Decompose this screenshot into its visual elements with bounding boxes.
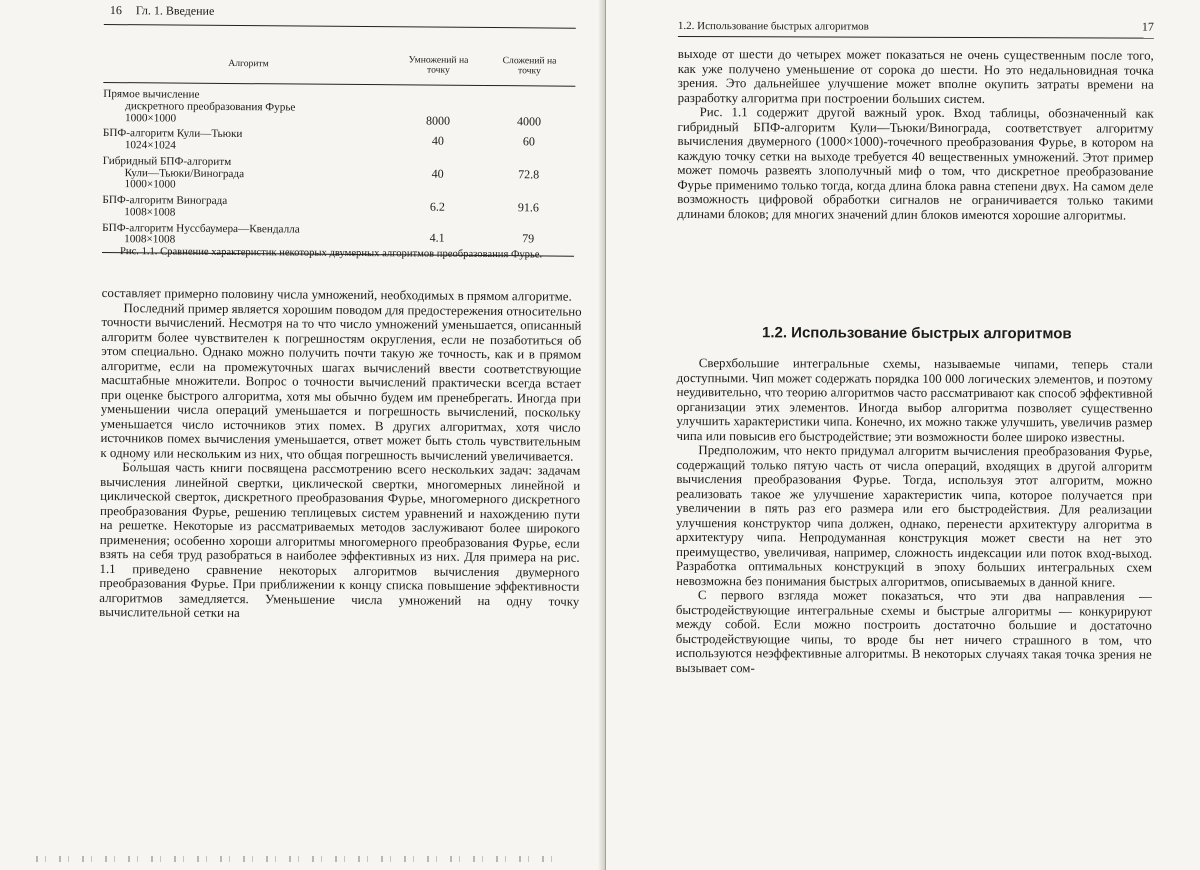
row-additions: 4000 <box>517 113 542 129</box>
row-algorithm-name: БПФ-алгоритм Винограда <box>102 193 228 207</box>
right-paragraph-3: Сверхбольшие интегральные схемы, называемые чипами, теперь стали доступными. Чип может содержать порядка 100 000 логических элементов, и поэтому неудивительно, что теорию алгоритмов часто рассматривают как способ эффективной организации этих элементов. Иногда выбор алгоритма позволяет существенно улучшить характеристики чипа. Конечно, их можно также улучшить, увеличив размер чипа или повысив его быстродействие; эти возможности более широко известны. <box>676 356 1153 445</box>
section-heading: 1.2. Использование быстрых алгоритмов <box>761 324 1072 343</box>
row-additions: 72.8 <box>518 167 540 182</box>
row-algorithm-name: БПФ-алгоритм Нуссбаумера—Квендалла <box>102 221 300 236</box>
scan-noise <box>36 856 556 862</box>
left-paragraph-3: Бо́льшая часть книги посвящена рассмотрению всего нескольких задач: задачам вычисления линейной свертки, циклической свертки, многомерных линейной и циклической сверток, дискретного преобразования Фурье, многомерного дискретного преобразования Фурье, решению теплицевых систем уравнений и нахождению пути на решетке. Некоторые из рассматриваемых методов заслуживают более широкого применения; особенно хороши алгоритмы многомерного преобразования Фурье, если взять на себя труд разобраться в наиболее эффективных из них. Для примера на рис. 1.1 приведено сравнение некоторых алгоритмов вычисления двумерного преобразования Фурье. При приближении к концу списка повышение эффективности алгоритмов замедляется. Уменьшение числа умножений на одну точку вычислительной сетки на <box>99 460 581 621</box>
left-running-title: Гл. 1. Введение <box>135 3 215 18</box>
left-running-head <box>110 3 215 19</box>
row-algorithm-name: БПФ-алгоритм Кули—Тьюки <box>102 127 243 141</box>
left-paragraph-2: Последний пример является хорошим поводом для предостережения относительно точности вычислений. Несмотря на то что число умножений уменьшается, описанный алгоритм более чувствителен к погрешностям округления, если не позаботиться об этом специально. Однако можно получить почти такую же точность, как и в прямом алгоритме, если на промежуточных шагах вычислений ввести соответствующие масштабные множители. Вопрос о точности вычислений практически всегда встает при оценке быстрого алгоритма, хотя мы обычно будем им пренебрегать. Иногда при уменьшении числа операций уменьшается и погрешность вычислений, поскольку уменьшается число источников этих помех. В других алгоритмах, хотя число источников помех вычисления уменьшается, ответ может быть столь чувствительным к одному или нескольким из них, что общая погрешность вычислений увеличивается. <box>100 300 582 464</box>
right-paragraph-1: выходе от шести до четырех может показаться не очень существенным после того, как уже получено уменьшение от сорока до шести. Но это недальновидная точка зрения. Это дальнейшее улучшение может вполне окупить затраты времени на разработку алгоритма при построении больших систем. <box>677 46 1154 106</box>
row-multiplications: 8000 <box>426 113 451 128</box>
table-row <box>102 191 574 222</box>
row-algorithm-name: Гибридный БПФ-алгоритм <box>102 154 232 168</box>
header-multiplications: Умножений на точку <box>408 54 469 76</box>
right-paragraph-2: Рис. 1.1 содержит другой важный урок. Вход таблицы, обозначенный как гибридный БПФ-алгоритм Кули—Тьюки/Винограда, соответствует алгоритму вычисления двумерного (1000×1000)-точечного преобразования Фурье, в котором на каждую точку сетки на выходе требуется 40 вещественных умножений. Этот пример может помочь развеять злополучный миф о том, что дискретное преобразование Фурье применимо только тогда, когда длина блока равна степени двух. На самом деле возможность цифровой обработки сигналов не ограничивается только такими длинами блоков; для многих значений длин блоков имеются хорошие алгоритмы. <box>677 105 1154 223</box>
row-grid-size: 1000×1000 <box>125 111 177 125</box>
row-multiplications: 4.1 <box>429 230 445 245</box>
right-page-number: 17 <box>1141 19 1154 34</box>
row-algorithm-name-cont: Кули—Тьюки/Винограда <box>124 166 245 180</box>
row-algorithm-name: Прямое вычисление <box>103 87 200 101</box>
left-page-number: 16 <box>109 3 122 18</box>
left-paragraph-1: составляет примерно половину числа умножений, необходимых в прямом алгоритме. <box>101 285 572 304</box>
right-running-title: 1.2. Использование быстрых алгоритмов <box>677 19 869 33</box>
table-header-row <box>103 44 575 86</box>
row-multiplications: 40 <box>431 133 444 148</box>
row-additions: 79 <box>522 231 535 246</box>
right-running-head <box>678 18 1154 35</box>
right-page-content <box>675 0 1164 675</box>
right-paragraph-4: Предположим, что некто придумал алгоритм вычисления преобразования Фурье, содержащий только пятую часть от числа операций, входящих в другой алгоритм вычисления преобразования Фурье. Тогда, используя этот алгоритм, можно реализовать такое же улучшение характеристик чипа, которое получается при увеличении в пять раз его размера или его быстродействия. Для реализации улучшения конструктор чипа должен, однако, перенести архитектуру алгоритма в архитектуру чипа. Непродуманная конструкция может свести на нет это преимущество, увеличивая, например, сложность индексации или поток вход-выход. Разработка оптимальных конструкций в эпоху больших интегральных схем невозможна без понимания быстрых алгоритмов, описываемых в данной книге. <box>675 443 1153 590</box>
table-row <box>103 124 575 155</box>
row-grid-size: 1008×1008 <box>124 205 176 219</box>
header-algorithm: Алгоритм <box>228 57 269 70</box>
table-row <box>103 82 575 127</box>
row-additions: 60 <box>522 133 535 149</box>
table-row <box>102 152 574 195</box>
table-top-rule <box>104 24 576 29</box>
left-page-content <box>99 0 584 621</box>
right-paragraph-5: С первого взгляда может показаться, что эти два направления — быстродействующие интегральные схемы и быстрые алгоритмы — конкурируют между собой. Если можно построить достаточно большие и достаточно быстродействующие чипы, то вроде бы нет ничего страшного в том, что используются неэффективные алгоритмы. В некоторых случаях такая точка зрения не вызывает сом- <box>675 588 1152 675</box>
figure-caption: Рис. 1.1. Сравнение характеристик некоторых двумерных алгоритмов преобразования Фурье. <box>119 246 543 261</box>
header-additions: Сложений на точку <box>502 55 557 77</box>
right-body-text-bottom <box>676 356 1153 677</box>
row-additions: 91.6 <box>517 200 539 215</box>
row-grid-size: 1024×1024 <box>124 139 176 152</box>
row-multiplications: 40 <box>431 166 444 181</box>
left-body-text <box>99 286 582 623</box>
right-page <box>606 0 1200 870</box>
row-algorithm-name-cont: дискретного преобразования Фурье <box>125 99 296 114</box>
row-grid-size: 1008×1008 <box>124 233 176 246</box>
comparison-table <box>102 44 576 257</box>
row-grid-size: 1000×1000 <box>124 178 176 191</box>
right-body-text-top <box>677 47 1154 223</box>
row-multiplications: 6.2 <box>429 200 445 215</box>
right-head-rule <box>678 36 1154 39</box>
